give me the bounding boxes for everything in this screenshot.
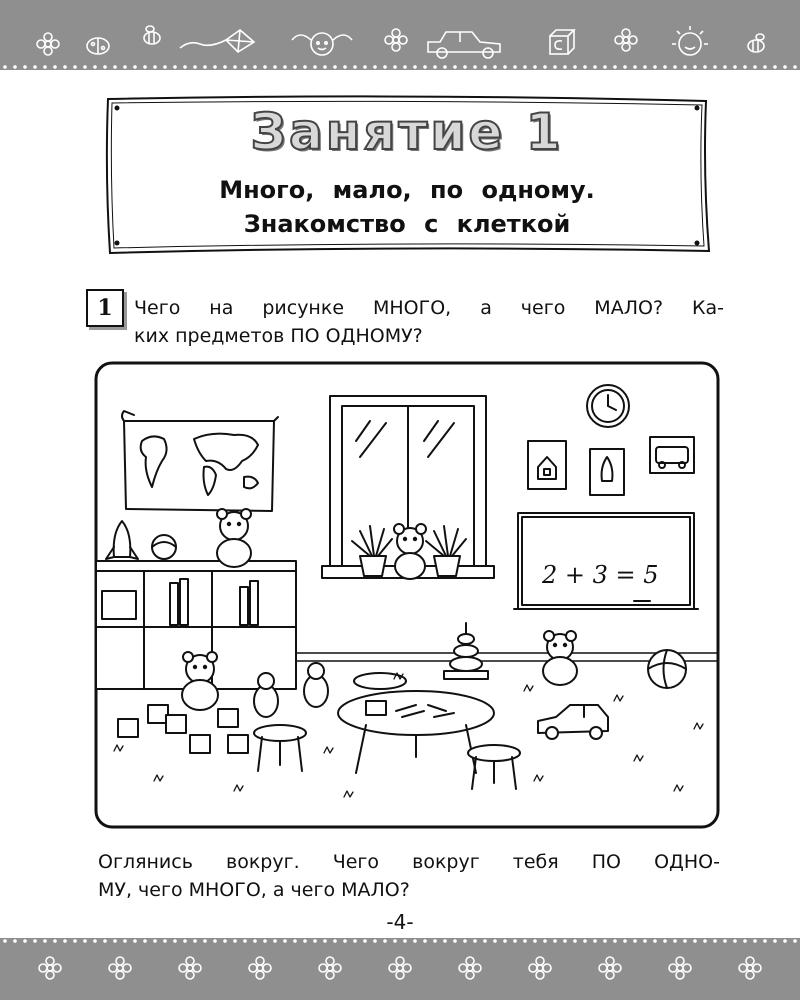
girl-face-icon xyxy=(292,33,352,55)
toy-cube-icon xyxy=(166,715,186,733)
car-icon xyxy=(428,32,500,58)
flower-icon xyxy=(459,957,481,979)
closing-instruction-line2: МУ, чего МНОГО, а чего МАЛО? xyxy=(98,879,410,901)
flower-icon xyxy=(599,957,621,979)
penguin-toy-icon xyxy=(304,663,328,707)
bottom-flower-row xyxy=(0,938,800,1000)
top-decor-band xyxy=(0,0,800,70)
toy-cube-icon xyxy=(228,735,248,753)
picture-bus-icon xyxy=(650,437,694,473)
lesson-header-sign xyxy=(103,95,711,255)
task-question xyxy=(134,294,724,350)
ball-icon xyxy=(648,650,686,688)
classroom-drawing xyxy=(94,361,720,829)
flower-icon xyxy=(739,957,761,979)
bottom-decor-band xyxy=(0,938,800,1000)
lesson-subtitle-line1: Много, мало, по одному. xyxy=(219,176,595,204)
classroom-illustration xyxy=(94,361,720,829)
bee-icon xyxy=(144,26,160,44)
picture-rocket-icon xyxy=(590,449,624,495)
sun-icon xyxy=(672,26,708,55)
lesson-title: Занятие 1 xyxy=(250,103,564,161)
ball-icon xyxy=(152,535,176,559)
toy-cube-icon xyxy=(218,709,238,727)
blackboard-text: 2 + 3 = 5 xyxy=(542,561,659,589)
task-number: 1 xyxy=(86,289,124,327)
flower-icon xyxy=(389,957,411,979)
lesson-subtitle xyxy=(103,173,711,241)
picture-house-icon xyxy=(528,441,566,489)
page-number: -4- xyxy=(386,910,414,934)
flower-icon xyxy=(615,29,637,51)
letter-cube-icon xyxy=(550,30,574,54)
flower-icon xyxy=(319,957,341,979)
flower-icon xyxy=(37,33,59,55)
lesson-subtitle-line2: Знакомство с клеткой xyxy=(243,210,571,238)
flower-icon xyxy=(179,957,201,979)
top-decor-icons xyxy=(0,0,800,70)
closing-instruction xyxy=(98,848,720,904)
kite-icon xyxy=(180,30,254,52)
penguin-toy-icon xyxy=(254,673,278,717)
flower-icon xyxy=(529,957,551,979)
toy-cube-icon xyxy=(118,719,138,737)
bee-icon xyxy=(748,34,764,52)
flower-icon xyxy=(109,957,131,979)
flower-icon xyxy=(249,957,271,979)
task-question-line1: Чего на рисунке МНОГО, а чего МАЛО? Ка- xyxy=(134,297,724,319)
flower-icon xyxy=(39,957,61,979)
wall-clock-icon xyxy=(587,385,629,427)
flower-icon xyxy=(385,29,407,51)
top-perforation xyxy=(0,64,800,70)
flower-icon xyxy=(669,957,691,979)
ladybug-icon xyxy=(87,38,109,54)
task-question-line2: ких предметов ПО ОДНОМУ? xyxy=(134,325,423,347)
closing-instruction-line1: Оглянись вокруг. Чего вокруг тебя ПО ОДНО- xyxy=(98,851,720,873)
toy-cube-icon xyxy=(190,735,210,753)
world-map-icon xyxy=(122,411,278,511)
